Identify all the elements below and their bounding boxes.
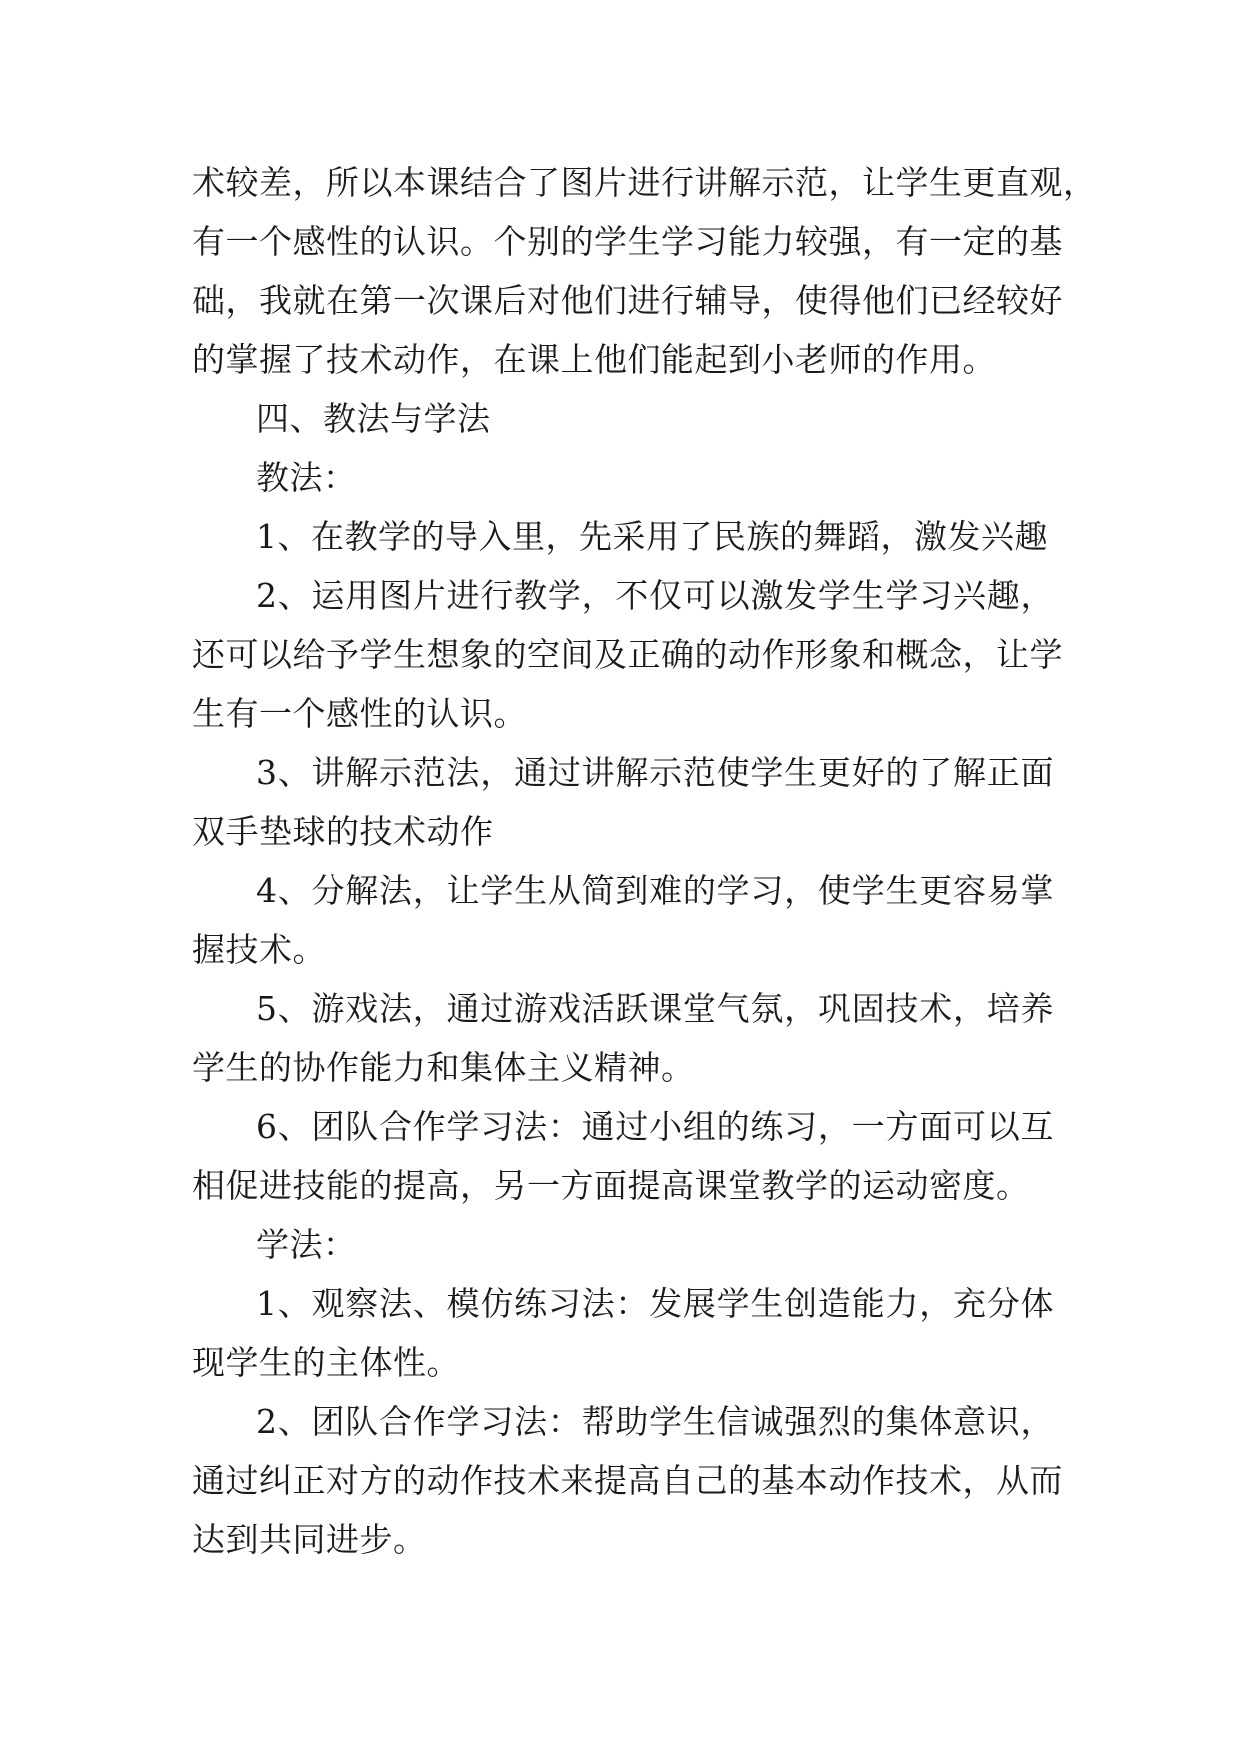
list-item: 1、在教学的导入里，先采用了民族的舞蹈，激发兴趣 [256,517,1048,556]
text-line: 础，我就在第一次课后对他们进行辅导，使得他们已经较好 [192,281,1063,320]
text-line: 的掌握了技术动作，在课上他们能起到小老师的作用。 [192,340,996,379]
text-line: 术较差，所以本课结合了图片进行讲解示范，让学生更直观， [192,163,1097,202]
list-item: 2、运用图片进行教学，不仅可以激发学生学习兴趣， [256,576,1054,615]
list-item: 6、团队合作学习法：通过小组的练习，一方面可以互 [256,1107,1054,1146]
text-line: 还可以给予学生想象的空间及正确的动作形象和概念，让学 [192,635,1063,674]
text-line: 通过纠正对方的动作技术来提高自己的基本动作技术，从而 [192,1461,1063,1500]
list-item: 2、团队合作学习法：帮助学生信诚强烈的集体意识， [256,1402,1054,1441]
list-item: 4、分解法，让学生从简到难的学习，使学生更容易掌 [256,871,1054,910]
list-item: 3、讲解示范法，通过讲解示范使学生更好的了解正面 [256,753,1054,792]
text-line: 现学生的主体性。 [192,1343,460,1382]
text-line: 双手垫球的技术动作 [192,812,494,851]
list-item: 1、观察法、模仿练习法：发展学生创造能力，充分体 [256,1284,1054,1323]
subheading-teaching-methods: 教法： [256,458,357,497]
text-line: 握技术。 [192,930,326,969]
section-heading: 四、教法与学法 [256,399,491,438]
list-item: 5、游戏法，通过游戏活跃课堂气氛，巩固技术，培养 [256,989,1054,1028]
text-line: 达到共同进步。 [192,1520,427,1559]
text-line: 学生的协作能力和集体主义精神。 [192,1048,695,1087]
subheading-learning-methods: 学法： [256,1225,357,1264]
text-line: 相促进技能的提高，另一方面提高课堂教学的运动密度。 [192,1166,1030,1205]
text-line: 生有一个感性的认识。 [192,694,527,733]
text-line: 有一个感性的认识。个别的学生学习能力较强，有一定的基 [192,222,1063,261]
